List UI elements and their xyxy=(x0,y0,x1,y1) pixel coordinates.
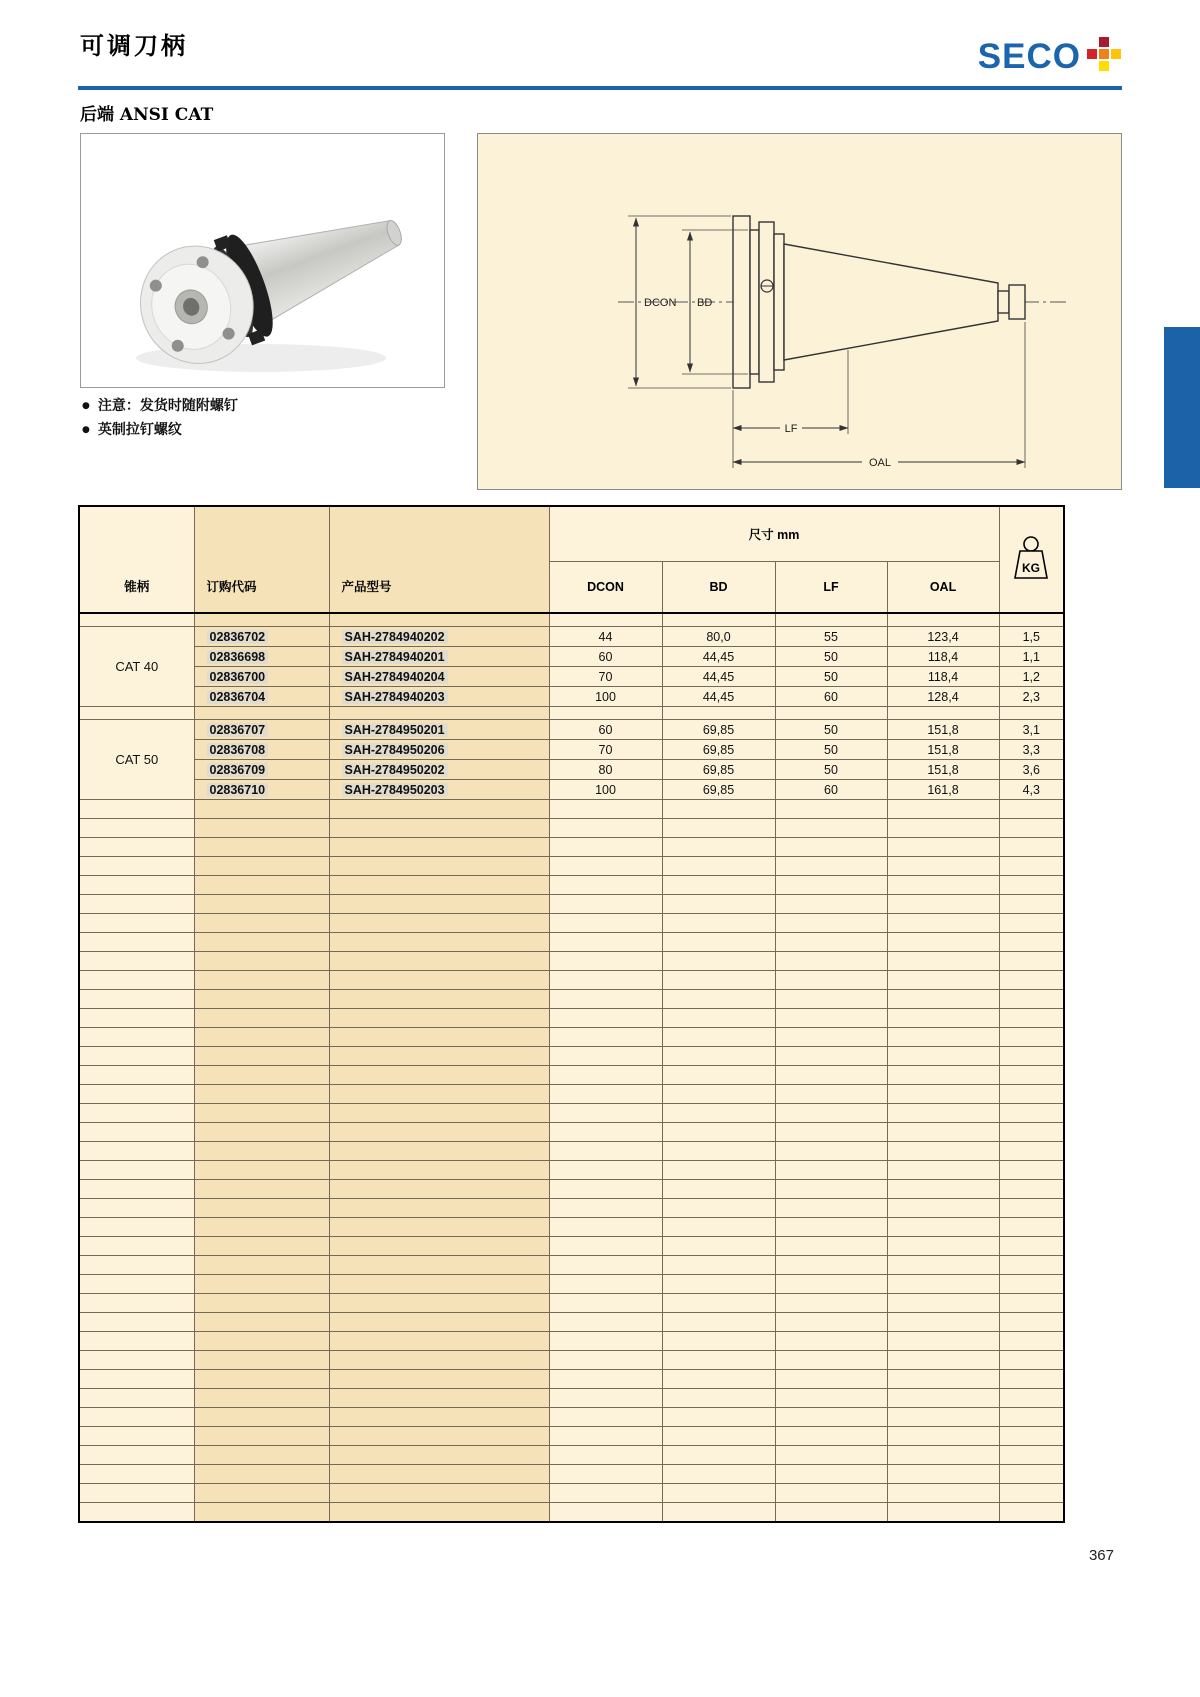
empty-row xyxy=(79,1047,1064,1066)
empty-row xyxy=(79,1370,1064,1389)
kg-value: 1,1 xyxy=(999,647,1064,667)
product-cell: SAH-2784940204 xyxy=(329,667,549,687)
empty-row xyxy=(79,1332,1064,1351)
empty-row xyxy=(79,1446,1064,1465)
empty-row xyxy=(79,1484,1064,1503)
empty-row xyxy=(79,1218,1064,1237)
notes-list xyxy=(82,394,238,442)
empty-row xyxy=(79,1408,1064,1427)
note-item xyxy=(82,394,238,418)
kg-value: 1,5 xyxy=(999,627,1064,647)
order-code-cell: 02836709 xyxy=(194,760,329,780)
header-lf: LF xyxy=(775,562,887,614)
header-dimensions-band: 尺寸 mm xyxy=(549,506,999,562)
empty-row xyxy=(79,1028,1064,1047)
empty-row xyxy=(79,1237,1064,1256)
empty-row xyxy=(79,990,1064,1009)
dcon-value: 44 xyxy=(549,627,662,647)
bullet-icon: ● xyxy=(82,401,90,411)
empty-row xyxy=(79,1313,1064,1332)
bd-value: 69,85 xyxy=(662,720,775,740)
product-cell: SAH-2784950203 xyxy=(329,780,549,800)
bd-value: 69,85 xyxy=(662,760,775,780)
spacer-row xyxy=(79,613,1064,627)
note-text: 英制拉钉螺纹 xyxy=(97,422,182,438)
note-item xyxy=(82,418,238,442)
table-row xyxy=(79,740,1064,760)
empty-row xyxy=(79,1161,1064,1180)
product-cell: SAH-2784950201 xyxy=(329,720,549,740)
empty-row xyxy=(79,1275,1064,1294)
product-photo xyxy=(80,133,445,388)
bd-value: 80,0 xyxy=(662,627,775,647)
page-title: 可调刀柄 xyxy=(80,31,188,60)
order-code-cell: 02836710 xyxy=(194,780,329,800)
section-side-tab xyxy=(1164,327,1200,488)
oal-value: 128,4 xyxy=(887,687,999,707)
seco-logo xyxy=(978,36,1122,77)
svg-text:KG: KG xyxy=(1022,561,1041,575)
bd-value: 69,85 xyxy=(662,740,775,760)
empty-row xyxy=(79,1503,1064,1523)
dcon-value: 60 xyxy=(549,647,662,667)
product-cell: SAH-2784940203 xyxy=(329,687,549,707)
spec-table xyxy=(78,505,1065,1523)
empty-row xyxy=(79,838,1064,857)
lf-value: 50 xyxy=(775,667,887,687)
table-row xyxy=(79,627,1064,647)
lf-value: 50 xyxy=(775,740,887,760)
empty-row xyxy=(79,819,1064,838)
bd-value: 44,45 xyxy=(662,687,775,707)
dim-label-lf: LF xyxy=(784,423,798,435)
lf-value: 50 xyxy=(775,720,887,740)
dim-label-dcon: DCON xyxy=(644,297,677,309)
table-row xyxy=(79,667,1064,687)
brand-mark-icon xyxy=(1086,36,1122,77)
table-row xyxy=(79,720,1064,740)
kg-value: 4,3 xyxy=(999,780,1064,800)
taper-label: CAT 50 xyxy=(79,720,194,800)
brand-name: SECO xyxy=(977,37,1081,76)
table-row xyxy=(79,760,1064,780)
kg-value: 3,3 xyxy=(999,740,1064,760)
empty-row xyxy=(79,1180,1064,1199)
oal-value: 151,8 xyxy=(887,740,999,760)
empty-row xyxy=(79,1351,1064,1370)
bd-value: 44,45 xyxy=(662,667,775,687)
bd-value: 69,85 xyxy=(662,780,775,800)
empty-row xyxy=(79,1465,1064,1484)
order-code-cell: 02836704 xyxy=(194,687,329,707)
dcon-value: 100 xyxy=(549,780,662,800)
dcon-value: 80 xyxy=(549,760,662,780)
title-divider xyxy=(78,86,1122,90)
product-cell: SAH-2784950206 xyxy=(329,740,549,760)
lf-value: 60 xyxy=(775,780,887,800)
lf-value: 50 xyxy=(775,760,887,780)
table-row xyxy=(79,647,1064,667)
empty-row xyxy=(79,1009,1064,1028)
header-product: 产品型号 xyxy=(329,506,549,613)
table-body xyxy=(79,613,1064,1522)
dcon-value: 70 xyxy=(549,667,662,687)
order-code-cell: 02836698 xyxy=(194,647,329,667)
dcon-value: 70 xyxy=(549,740,662,760)
empty-row xyxy=(79,952,1064,971)
header-dcon: DCON xyxy=(549,562,662,614)
empty-row xyxy=(79,1142,1064,1161)
product-cell: SAH-2784950202 xyxy=(329,760,549,780)
empty-row xyxy=(79,857,1064,876)
dim-label-oal: OAL xyxy=(868,457,892,469)
oal-value: 123,4 xyxy=(887,627,999,647)
order-code-cell: 02836708 xyxy=(194,740,329,760)
header-order-code: 订购代码 xyxy=(194,506,329,613)
dcon-value: 100 xyxy=(549,687,662,707)
order-code-cell: 02836702 xyxy=(194,627,329,647)
lf-value: 50 xyxy=(775,647,887,667)
empty-row xyxy=(79,1199,1064,1218)
empty-row xyxy=(79,1066,1064,1085)
kg-value: 3,1 xyxy=(999,720,1064,740)
empty-row xyxy=(79,1294,1064,1313)
kg-value: 3,6 xyxy=(999,760,1064,780)
empty-row xyxy=(79,800,1064,819)
lf-value: 55 xyxy=(775,627,887,647)
header-taper: 锥柄 xyxy=(79,506,194,613)
header-oal: OAL xyxy=(887,562,999,614)
empty-row xyxy=(79,1389,1064,1408)
product-cell: SAH-2784940202 xyxy=(329,627,549,647)
bullet-icon: ● xyxy=(82,425,90,435)
dcon-value: 60 xyxy=(549,720,662,740)
section-subtitle: 后端 ANSI CAT xyxy=(80,105,214,125)
dim-label-bd: BD xyxy=(697,297,713,309)
empty-row xyxy=(79,1085,1064,1104)
oal-value: 151,8 xyxy=(887,720,999,740)
oal-value: 151,8 xyxy=(887,760,999,780)
order-code-cell: 02836700 xyxy=(194,667,329,687)
table-row xyxy=(79,780,1064,800)
bd-value: 44,45 xyxy=(662,647,775,667)
empty-row xyxy=(79,1104,1064,1123)
header-bd: BD xyxy=(662,562,775,614)
empty-row xyxy=(79,914,1064,933)
table-row xyxy=(79,687,1064,707)
empty-row xyxy=(79,933,1064,952)
kg-value: 1,2 xyxy=(999,667,1064,687)
header-kg xyxy=(999,506,1064,613)
empty-row xyxy=(79,876,1064,895)
technical-drawing xyxy=(477,133,1122,490)
empty-row xyxy=(79,971,1064,990)
empty-row xyxy=(79,1256,1064,1275)
spec-table-container xyxy=(78,505,1063,1523)
empty-row xyxy=(79,1123,1064,1142)
page-number: 367 xyxy=(1088,1547,1114,1564)
spacer-row xyxy=(79,707,1064,720)
empty-row xyxy=(79,895,1064,914)
note-text: 注意：发货时随附螺钉 xyxy=(97,398,238,414)
lf-value: 60 xyxy=(775,687,887,707)
empty-row xyxy=(79,1427,1064,1446)
oal-value: 118,4 xyxy=(887,647,999,667)
taper-label: CAT 40 xyxy=(79,627,194,707)
tool-holder-photo xyxy=(81,134,444,387)
oal-value: 118,4 xyxy=(887,667,999,687)
order-code-cell: 02836707 xyxy=(194,720,329,740)
kg-value: 2,3 xyxy=(999,687,1064,707)
oal-value: 161,8 xyxy=(887,780,999,800)
dimension-drawing xyxy=(478,134,1121,489)
kg-weight-icon xyxy=(1010,534,1052,582)
product-cell: SAH-2784940201 xyxy=(329,647,549,667)
